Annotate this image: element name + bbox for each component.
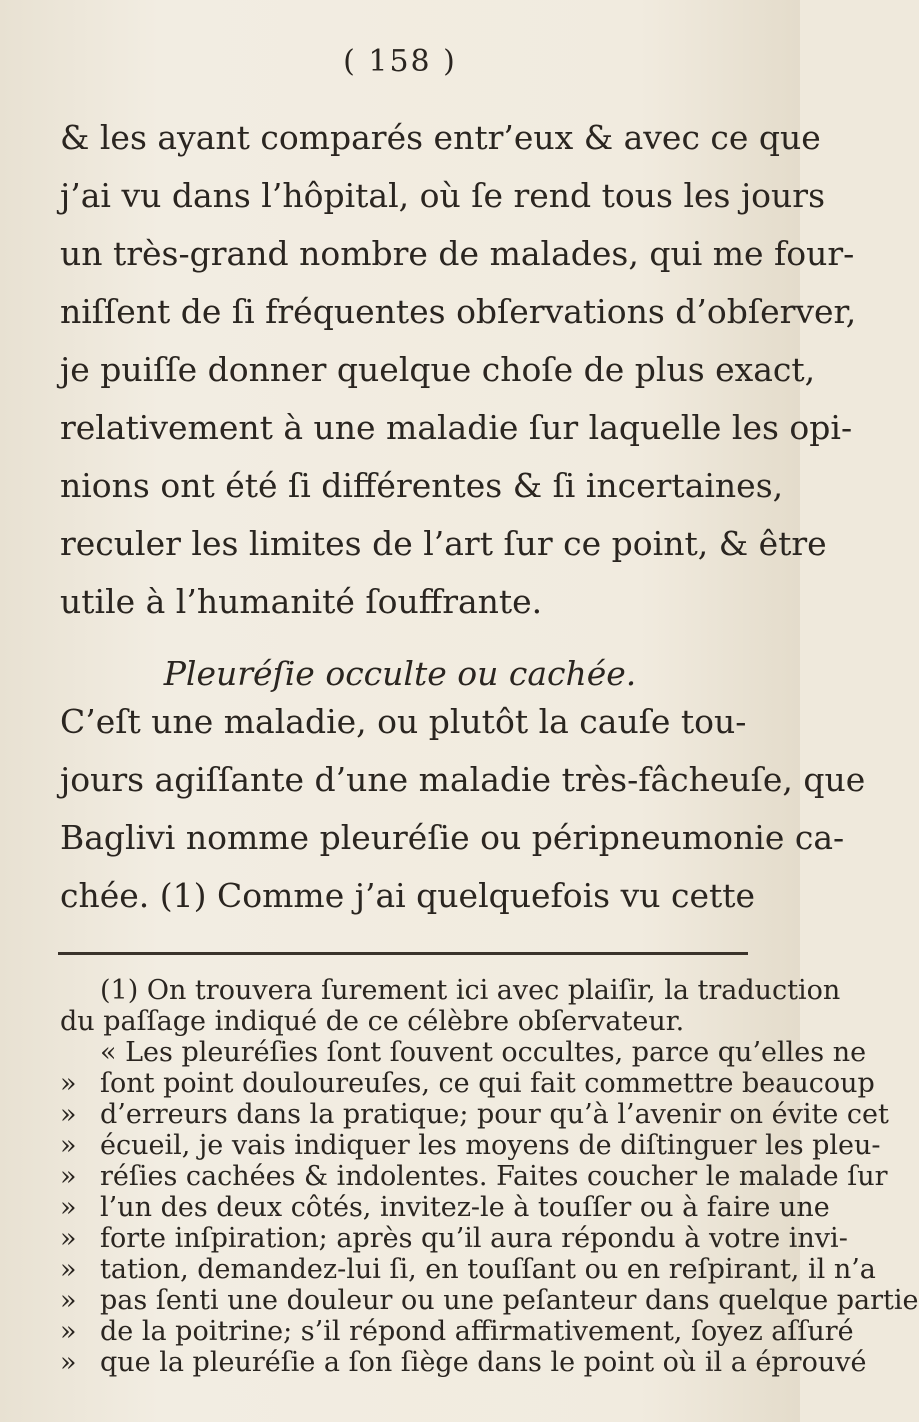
- body-line: un très-grand nombre de malades, qui me four-: [60, 234, 855, 273]
- body-line: j’ai vu dans l’hôpital, où ſe rend tous les jours: [60, 176, 826, 215]
- footnote-line: [60, 1315, 854, 1349]
- quote-mark: »: [60, 1192, 77, 1223]
- footnote-line: [60, 1005, 760, 1039]
- footnote-line: [60, 1346, 867, 1380]
- footnote-text: (1) On trouvera ſurement ici avec plaiſir, la traduction: [100, 975, 841, 1006]
- body-line: jours agiſſante d’une maladie très-fâcheuſe, que: [60, 760, 866, 799]
- footnote-text: réſies cachées & indolentes. Faites coucher le malade ſur: [100, 1161, 888, 1192]
- body-line: niſſent de ſi fréquentes obſervations d’obſerver,: [60, 292, 857, 331]
- quote-mark: »: [60, 1068, 77, 1099]
- footnote-line: [100, 1036, 867, 1070]
- footnote-text: écueil, je vais indiquer les moyens de diſtinguer les pleu-: [100, 1130, 881, 1161]
- quote-mark: »: [60, 1099, 77, 1130]
- footnote-text: pas ſenti une douleur ou une peſanteur dans quelque partie: [100, 1285, 919, 1316]
- footnote-text: de la poitrine; s’il répond affirmativement, ſoyez aſſuré: [100, 1316, 854, 1347]
- footnote-text: que la pleuréſie a ſon ſiège dans le point où il a éprouvé: [100, 1347, 867, 1378]
- section-heading: Pleuréſie occulte ou cachée.: [163, 654, 637, 693]
- body-line: Baglivi nomme pleuréſie ou péripneumonie ca-: [60, 818, 845, 857]
- body-line: utile à l’humanité ſouffrante.: [60, 582, 543, 621]
- footnote-text: ſont point douloureuſes, ce qui fait commettre beaucoup: [100, 1068, 875, 1099]
- footnote-line: [60, 1222, 848, 1256]
- quote-mark: »: [60, 1161, 77, 1192]
- body-line: reculer les limites de l’art ſur ce point, & être: [60, 524, 827, 563]
- footnote-line: [60, 1284, 919, 1318]
- footnote-text: du paſſage indiqué de ce célèbre obſervateur.: [60, 1006, 685, 1037]
- footnote-text: forte inſpiration; après qu’il aura répondu à votre invi-: [100, 1223, 848, 1254]
- footnote-line: [60, 1098, 889, 1132]
- quote-mark: »: [60, 1285, 77, 1316]
- footnote-line: [100, 974, 841, 1008]
- footnote-text: tation, demandez-lui ſi, en touſſant ou en reſpirant, il n’a: [100, 1254, 876, 1285]
- footnote-divider: [58, 952, 748, 955]
- body-line: C’eſt une maladie, ou plutôt la cauſe tou-: [60, 702, 747, 741]
- quote-mark: »: [60, 1347, 77, 1378]
- quote-mark: »: [60, 1223, 77, 1254]
- quote-mark: »: [60, 1254, 77, 1285]
- body-line: & les ayant comparés entr’eux & avec ce que: [60, 118, 821, 157]
- page-number: ( 158 ): [343, 44, 457, 79]
- footnote-line: [60, 1253, 876, 1287]
- body-line: nions ont été ſi différentes & ſi incertaines,: [60, 466, 784, 505]
- quote-mark: »: [60, 1316, 77, 1347]
- body-line: je puiſſe donner quelque choſe de plus exact,: [60, 350, 816, 389]
- footnote-line: [60, 1129, 881, 1163]
- body-line: chée. (1) Comme j’ai quelquefois vu cette: [60, 876, 756, 915]
- footnote-text: l’un des deux côtés, invitez-le à touſſer ou à faire une: [100, 1192, 830, 1223]
- body-line: relativement à une maladie ſur laquelle les opi-: [60, 408, 853, 447]
- footnote-text: « Les pleuréſies ſont ſouvent occultes, parce qu’elles ne: [100, 1037, 867, 1068]
- footnote-line: [60, 1191, 830, 1225]
- footnote-line: [60, 1067, 875, 1101]
- quote-mark: »: [60, 1130, 77, 1161]
- footnote-text: d’erreurs dans la pratique; pour qu’à l’avenir on évite cet: [100, 1099, 889, 1130]
- footnote-line: [60, 1160, 888, 1194]
